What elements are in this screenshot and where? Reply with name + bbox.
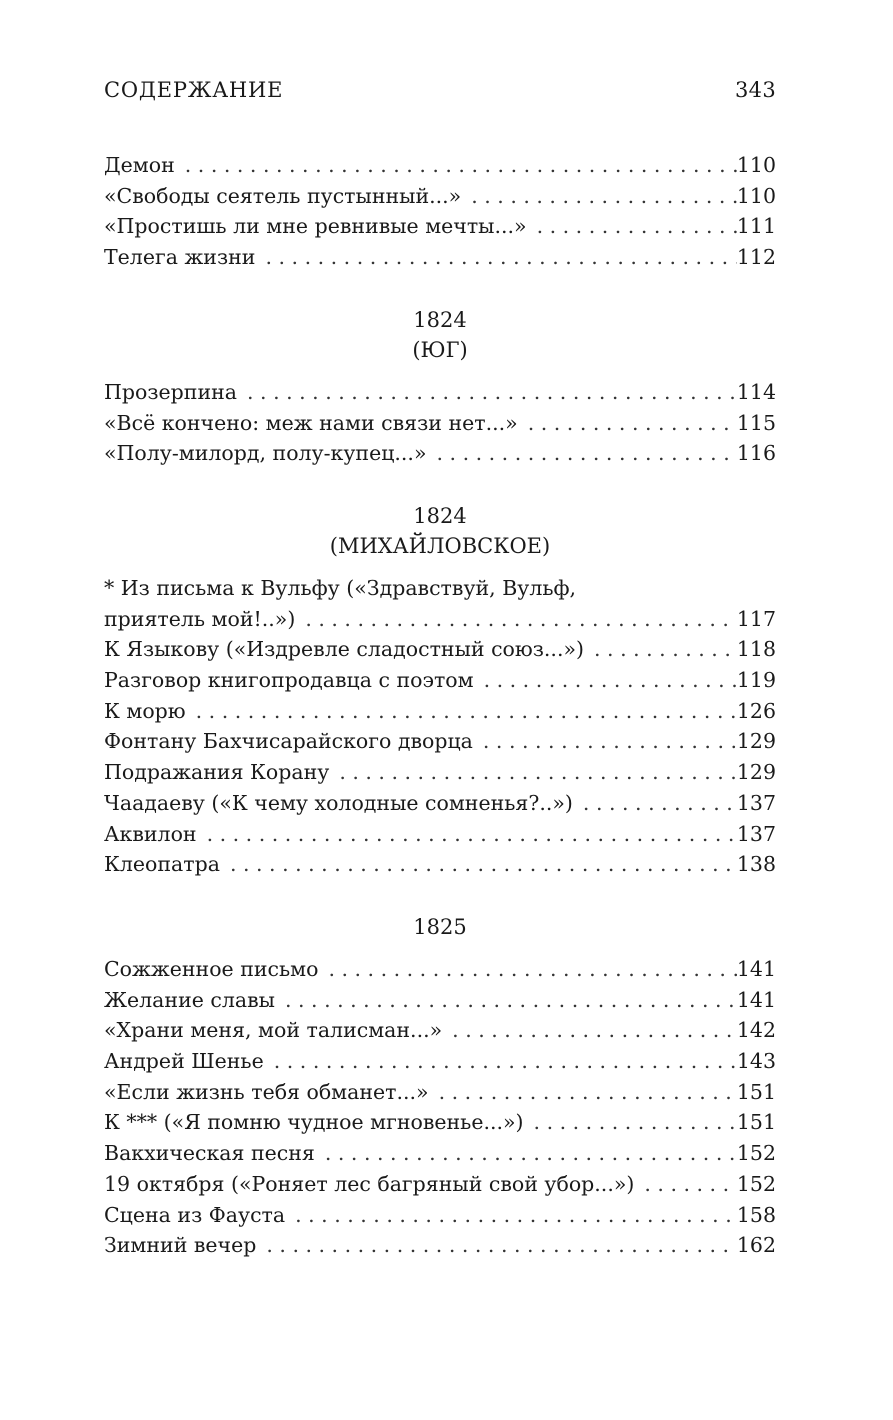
section-subtitle: (ЮГ) bbox=[412, 337, 468, 362]
toc-entry: «Если жизнь тебя обманет...» . . . 151 bbox=[104, 1077, 776, 1108]
toc-entry: Сцена из Фауста . . . 158 bbox=[104, 1200, 776, 1231]
toc-entry: Аквилон . . . 137 bbox=[104, 819, 776, 850]
toc-entry: Подражания Корану . . . 129 bbox=[104, 757, 776, 788]
toc-entry: Вакхическая песня . . . 152 bbox=[104, 1138, 776, 1169]
toc-entry-title-line1: * Из письма к Вульфу («Здравствуй, Вульф, bbox=[104, 575, 577, 600]
toc-section-1825 bbox=[104, 912, 776, 1261]
toc-entry: Демон . . . 110 bbox=[104, 150, 776, 181]
page-number: 343 bbox=[735, 78, 776, 102]
section-year: 1824 bbox=[413, 307, 467, 332]
toc-section-1824-south bbox=[104, 305, 776, 469]
toc-entry: приятель мой!..») . . . 117 bbox=[104, 604, 776, 635]
toc-entry: «Простишь ли мне ревнивые мечты...» . . . 111 bbox=[104, 211, 776, 242]
section-year: 1825 bbox=[413, 914, 467, 939]
toc-entry: «Свободы сеятель пустынный...» . . . 110 bbox=[104, 181, 776, 212]
toc-entry: Желание славы . . . 141 bbox=[104, 985, 776, 1016]
toc-entry: «Храни меня, мой талисман...» . . . 142 bbox=[104, 1015, 776, 1046]
toc-entry: Зимний вечер . . . 162 bbox=[104, 1230, 776, 1261]
toc-entry: «Полу-милорд, полу-купец...» . . . 116 bbox=[104, 438, 776, 469]
toc-entry: Фонтану Бахчисарайского дворца . . . 129 bbox=[104, 726, 776, 757]
section-heading bbox=[104, 912, 776, 942]
section-year: 1824 bbox=[413, 503, 467, 528]
contents-page bbox=[104, 78, 776, 1261]
running-head bbox=[104, 78, 776, 114]
toc-entry: Прозерпина . . . 114 bbox=[104, 377, 776, 408]
toc-entry: «Всё кончено: меж нами связи нет...» . . . 115 bbox=[104, 408, 776, 439]
toc-entry: К *** («Я помню чудное мгновенье...») . . . 151 bbox=[104, 1107, 776, 1138]
section-heading bbox=[104, 305, 776, 365]
toc-section-1824-mikhailovskoe bbox=[104, 501, 776, 880]
toc-entry: Андрей Шенье . . . 143 bbox=[104, 1046, 776, 1077]
section-subtitle: (МИХАЙЛОВСКОЕ) bbox=[329, 533, 551, 558]
toc-entry: Разговор книгопродавца с поэтом . . . 119 bbox=[104, 665, 776, 696]
toc-entry-multiline bbox=[104, 573, 776, 634]
toc-entry: Телега жизни . . . 112 bbox=[104, 242, 776, 273]
toc-entry: К Языкову («Издревле сладостный союз...») . . . 118 bbox=[104, 634, 776, 665]
toc-entry: 19 октября («Роняет лес багряный свой убор...») . . . 152 bbox=[104, 1169, 776, 1200]
toc-entry: Клеопатра . . . 138 bbox=[104, 849, 776, 880]
toc-entry: Сожженное письмо . . . 141 bbox=[104, 954, 776, 985]
toc-section-continued bbox=[104, 150, 776, 273]
toc-entry: Чаадаеву («К чему холодные сомненья?..») . . . 137 bbox=[104, 788, 776, 819]
section-heading bbox=[104, 501, 776, 561]
toc-entry: К морю . . . 126 bbox=[104, 696, 776, 727]
page-title: СОДЕРЖАНИЕ bbox=[104, 78, 284, 102]
